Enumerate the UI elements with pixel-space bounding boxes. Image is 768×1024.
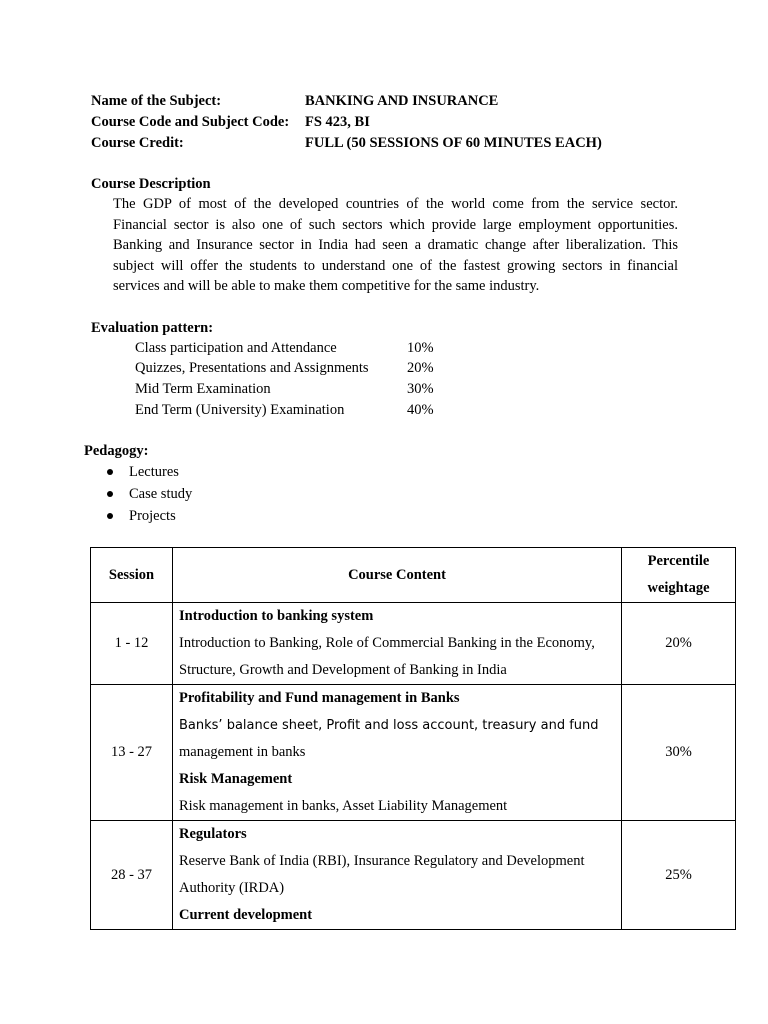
content-cell xyxy=(173,603,622,685)
table-row xyxy=(91,685,736,821)
pedagogy-item-label: Case study xyxy=(129,486,193,502)
evaluation-item-percent: 10% xyxy=(407,340,434,356)
pedagogy-heading: Pedagogy: xyxy=(84,443,149,459)
table-header-row xyxy=(91,548,736,603)
weightage-cell: 25% xyxy=(622,821,736,930)
topic-text: Risk management in banks, Asset Liability Management xyxy=(179,798,508,814)
topic-title: Regulators xyxy=(179,826,247,842)
weightage-cell: 20% xyxy=(622,603,736,685)
subject-value: BANKING AND INSURANCE xyxy=(305,93,499,109)
evaluation-heading: Evaluation pattern: xyxy=(91,320,214,336)
topic-text: Reserve Bank of India (RBI), Insurance Regulatory and Development xyxy=(179,853,585,869)
evaluation-item-percent: 30% xyxy=(407,381,434,397)
course-code-label: Course Code and Subject Code: xyxy=(91,114,290,130)
table-row xyxy=(91,603,736,685)
session-cell: 13 - 27 xyxy=(91,685,173,821)
table-row xyxy=(91,821,736,930)
topic-text: Banks’ balance sheet, Profit and loss account, treasury and fund xyxy=(179,718,599,733)
evaluation-item-name: End Term (University) Examination xyxy=(135,402,345,418)
evaluation-item-name: Class participation and Attendance xyxy=(135,340,337,356)
evaluation-item-name: Quizzes, Presentations and Assignments xyxy=(135,360,369,376)
evaluation-item-name: Mid Term Examination xyxy=(135,381,271,397)
session-header: Session xyxy=(91,548,173,603)
topic-title: Profitability and Fund management in Banks xyxy=(179,690,460,706)
course-description-text: The GDP of most of the developed countries of the world come from the service sector. Financial sector is also one of such sectors which provide large employment opportunities. Banking and Insurance sector in India had seen a dramatic change after liberalization. This subject will offer the students to understand one of the fastest growing sectors in financial services and will be able to make them competitive for the same industry. xyxy=(113,196,678,295)
topic-text: Authority (IRDA) xyxy=(179,880,285,896)
bullet-icon xyxy=(107,469,113,475)
subject-label: Name of the Subject: xyxy=(91,93,222,109)
content-cell xyxy=(173,821,622,930)
syllabus-table xyxy=(90,547,736,930)
topic-text: Structure, Growth and Development of Banking in India xyxy=(179,662,507,678)
bullet-icon xyxy=(107,491,113,497)
topic-text: management in banks xyxy=(179,744,306,760)
bullet-icon xyxy=(107,513,113,519)
content-cell xyxy=(173,685,622,821)
session-cell: 1 - 12 xyxy=(91,603,173,685)
pedagogy-item-label: Projects xyxy=(129,508,176,524)
course-description-heading: Course Description xyxy=(91,176,211,192)
topic-title: Current development xyxy=(179,907,313,923)
session-cell: 28 - 37 xyxy=(91,821,173,930)
course-code-value: FS 423, BI xyxy=(305,114,370,130)
weightage-header-line1: Percentile xyxy=(647,553,710,569)
topic-text: Introduction to Banking, Role of Commercial Banking in the Economy, xyxy=(179,635,595,651)
course-credit-label: Course Credit: xyxy=(91,135,184,151)
pedagogy-item-label: Lectures xyxy=(129,464,179,480)
topic-title: Risk Management xyxy=(179,771,293,787)
topic-title: Introduction to banking system xyxy=(179,608,374,624)
weightage-header-line2: weightage xyxy=(647,580,710,596)
weightage-header xyxy=(622,548,736,603)
evaluation-item-percent: 20% xyxy=(407,360,434,376)
course-content-header: Course Content xyxy=(173,548,622,603)
evaluation-item-percent: 40% xyxy=(407,402,434,418)
weightage-cell: 30% xyxy=(622,685,736,821)
course-credit-value: FULL (50 SESSIONS OF 60 MINUTES EACH) xyxy=(305,135,602,151)
